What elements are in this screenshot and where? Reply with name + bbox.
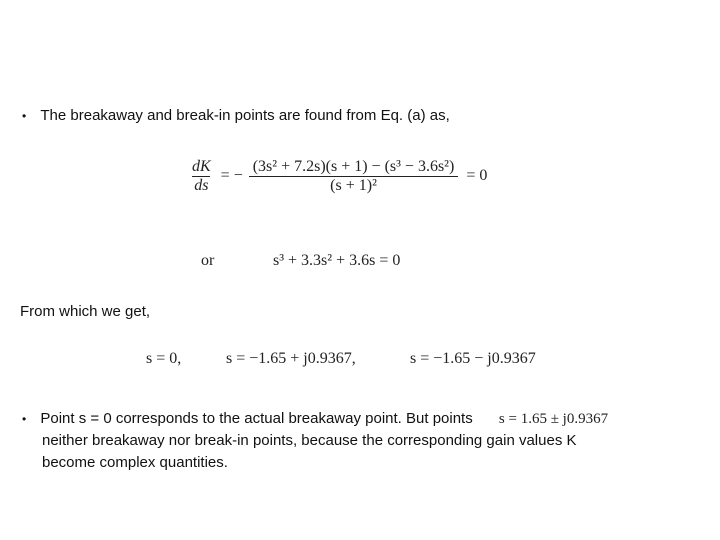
bullet-conclusion bbox=[22, 408, 712, 474]
bullet-icon: • bbox=[22, 109, 27, 123]
from-which-text: From which we get, bbox=[20, 303, 151, 320]
bullet-line-2: neither breakaway nor break-in points, because the corresponding gain values K bbox=[42, 432, 577, 449]
derivative-equation bbox=[190, 158, 487, 195]
fraction-denominator: (s + 1)² bbox=[249, 176, 459, 195]
fraction-denominator: ds bbox=[194, 177, 209, 194]
root-1: s = 0, bbox=[146, 350, 182, 367]
bullet-icon: • bbox=[22, 412, 27, 426]
bullet-text: The breakaway and break-in points are found from Eq. (a) as, bbox=[40, 107, 450, 124]
root-2: s = −1.65 + j0.9367, bbox=[226, 350, 356, 367]
dk-ds-fraction bbox=[190, 158, 213, 195]
bullet-line-1: Point s = 0 corresponds to the actual breakaway point. But points bbox=[40, 410, 473, 427]
equals-zero: = 0 bbox=[466, 167, 488, 185]
root-3: s = −1.65 − j0.9367 bbox=[410, 350, 536, 367]
fraction-numerator: (3s² + 7.2s)(s + 1) − (s³ − 3.6s²) bbox=[252, 158, 455, 175]
inline-complex-roots: s = 1.65 ± j0.9367 bbox=[498, 411, 609, 427]
equals-minus: = − bbox=[220, 167, 243, 185]
fraction-numerator: dK bbox=[192, 158, 211, 175]
rhs-fraction bbox=[251, 158, 457, 195]
bullet-line-3: become complex quantities. bbox=[42, 454, 228, 471]
bullet-breakaway-intro bbox=[22, 105, 450, 127]
or-label: or bbox=[201, 252, 215, 269]
cubic-equation: s³ + 3.3s² + 3.6s = 0 bbox=[273, 252, 401, 269]
